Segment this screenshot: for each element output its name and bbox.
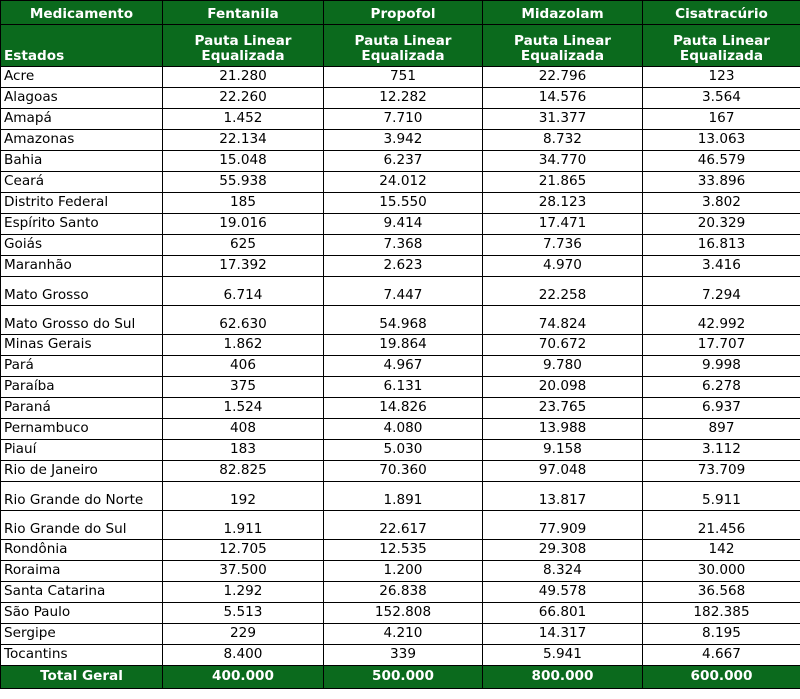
- state-name: Espírito Santo: [1, 214, 163, 235]
- value-cell: 54.968: [324, 306, 483, 335]
- drug-header: Midazolam: [483, 1, 643, 25]
- value-cell: 3.564: [643, 88, 800, 109]
- subheader-line: Pauta Linear: [194, 32, 292, 49]
- value-cell: 185: [163, 193, 324, 214]
- table-row: [1, 624, 800, 645]
- value-cell: 37.500: [163, 561, 324, 582]
- value-cell: 3.416: [643, 256, 800, 277]
- value-cell: 21.456: [643, 511, 800, 540]
- table-body: [1, 67, 800, 666]
- value-cell: 5.030: [324, 440, 483, 461]
- value-cell: 1.891: [324, 482, 483, 511]
- value-cell: 26.838: [324, 582, 483, 603]
- subheader-line: Equalizada: [361, 48, 445, 65]
- table-row: [1, 419, 800, 440]
- value-cell: 42.992: [643, 306, 800, 335]
- table-row: [1, 306, 800, 335]
- value-cell: 12.282: [324, 88, 483, 109]
- value-cell: 15.048: [163, 151, 324, 172]
- value-cell: 14.317: [483, 624, 643, 645]
- state-name: Rio Grande do Norte: [1, 482, 163, 511]
- value-cell: 7.710: [324, 109, 483, 130]
- value-cell: 19.864: [324, 335, 483, 356]
- total-value: 500.000: [324, 666, 483, 689]
- state-name: Bahia: [1, 151, 163, 172]
- value-cell: 20.098: [483, 377, 643, 398]
- value-cell: 3.942: [324, 130, 483, 151]
- value-cell: 4.967: [324, 356, 483, 377]
- state-name: Amazonas: [1, 130, 163, 151]
- subheader-line: Pauta Linear: [354, 32, 452, 49]
- value-cell: 7.736: [483, 235, 643, 256]
- total-value: 400.000: [163, 666, 324, 689]
- state-name: Goiás: [1, 235, 163, 256]
- table-row: [1, 88, 800, 109]
- subheader-cell: [643, 25, 800, 67]
- value-cell: 15.550: [324, 193, 483, 214]
- state-name: Rio Grande do Sul: [1, 511, 163, 540]
- value-cell: 5.911: [643, 482, 800, 511]
- table-row: [1, 377, 800, 398]
- subheader-cell: [324, 25, 483, 67]
- value-cell: 406: [163, 356, 324, 377]
- value-cell: 4.210: [324, 624, 483, 645]
- value-cell: 70.360: [324, 461, 483, 482]
- state-name: Santa Catarina: [1, 582, 163, 603]
- value-cell: 123: [643, 67, 800, 88]
- table-row: [1, 582, 800, 603]
- value-cell: 28.123: [483, 193, 643, 214]
- value-cell: 3.112: [643, 440, 800, 461]
- drug-header: Cisatracúrio: [643, 1, 800, 25]
- value-cell: 34.770: [483, 151, 643, 172]
- total-row: [1, 666, 800, 689]
- value-cell: 6.278: [643, 377, 800, 398]
- table-row: [1, 645, 800, 666]
- value-cell: 21.280: [163, 67, 324, 88]
- value-cell: 14.826: [324, 398, 483, 419]
- value-cell: 8.195: [643, 624, 800, 645]
- value-cell: 339: [324, 645, 483, 666]
- value-cell: 46.579: [643, 151, 800, 172]
- value-cell: 167: [643, 109, 800, 130]
- value-cell: 62.630: [163, 306, 324, 335]
- state-name: Mato Grosso: [1, 277, 163, 306]
- table-row: [1, 172, 800, 193]
- value-cell: 9.998: [643, 356, 800, 377]
- value-cell: 4.080: [324, 419, 483, 440]
- state-name: Alagoas: [1, 88, 163, 109]
- state-name: Pernambuco: [1, 419, 163, 440]
- state-name: Piauí: [1, 440, 163, 461]
- value-cell: 82.825: [163, 461, 324, 482]
- table-row: [1, 482, 800, 511]
- value-cell: 73.709: [643, 461, 800, 482]
- state-name: Sergipe: [1, 624, 163, 645]
- value-cell: 9.780: [483, 356, 643, 377]
- value-cell: 22.134: [163, 130, 324, 151]
- value-cell: 375: [163, 377, 324, 398]
- table-row: [1, 235, 800, 256]
- value-cell: 9.414: [324, 214, 483, 235]
- state-name: Acre: [1, 67, 163, 88]
- value-cell: 8.732: [483, 130, 643, 151]
- value-cell: 29.308: [483, 540, 643, 561]
- value-cell: 12.705: [163, 540, 324, 561]
- value-cell: 7.294: [643, 277, 800, 306]
- value-cell: 1.862: [163, 335, 324, 356]
- value-cell: 4.970: [483, 256, 643, 277]
- value-cell: 2.623: [324, 256, 483, 277]
- value-cell: 1.524: [163, 398, 324, 419]
- value-cell: 23.765: [483, 398, 643, 419]
- value-cell: 4.667: [643, 645, 800, 666]
- state-name: Amapá: [1, 109, 163, 130]
- value-cell: 6.237: [324, 151, 483, 172]
- table-row: [1, 398, 800, 419]
- table-row: [1, 561, 800, 582]
- table-row: [1, 277, 800, 306]
- value-cell: 152.808: [324, 603, 483, 624]
- value-cell: 408: [163, 419, 324, 440]
- table-row: [1, 151, 800, 172]
- value-cell: 8.324: [483, 561, 643, 582]
- state-name: Paraíba: [1, 377, 163, 398]
- table-row: [1, 511, 800, 540]
- state-name: Rio de Janeiro: [1, 461, 163, 482]
- value-cell: 3.802: [643, 193, 800, 214]
- table-row: [1, 130, 800, 151]
- value-cell: 183: [163, 440, 324, 461]
- state-name: Distrito Federal: [1, 193, 163, 214]
- state-name: Tocantins: [1, 645, 163, 666]
- drug-header: Propofol: [324, 1, 483, 25]
- table-row: [1, 109, 800, 130]
- value-cell: 6.714: [163, 277, 324, 306]
- table-row: [1, 193, 800, 214]
- value-cell: 17.392: [163, 256, 324, 277]
- value-cell: 7.368: [324, 235, 483, 256]
- subheader-line: Pauta Linear: [514, 32, 611, 49]
- table-row: [1, 540, 800, 561]
- table-row: [1, 335, 800, 356]
- value-cell: 17.707: [643, 335, 800, 356]
- value-cell: 36.568: [643, 582, 800, 603]
- value-cell: 22.258: [483, 277, 643, 306]
- value-cell: 1.200: [324, 561, 483, 582]
- value-cell: 1.452: [163, 109, 324, 130]
- value-cell: 13.988: [483, 419, 643, 440]
- row-header-label: Estados: [1, 25, 163, 67]
- value-cell: 192: [163, 482, 324, 511]
- value-cell: 21.865: [483, 172, 643, 193]
- state-name: Roraima: [1, 561, 163, 582]
- total-label: Total Geral: [1, 666, 163, 689]
- total-value: 600.000: [643, 666, 800, 689]
- header-row-drugs: [1, 1, 800, 25]
- value-cell: 897: [643, 419, 800, 440]
- corner-label: Medicamento: [1, 1, 163, 25]
- state-name: Maranhão: [1, 256, 163, 277]
- value-cell: 6.937: [643, 398, 800, 419]
- drug-header: Fentanila: [163, 1, 324, 25]
- value-cell: 5.941: [483, 645, 643, 666]
- table-row: [1, 356, 800, 377]
- subheader-line: Pauta Linear: [673, 32, 770, 49]
- value-cell: 13.063: [643, 130, 800, 151]
- value-cell: 20.329: [643, 214, 800, 235]
- total-value: 800.000: [483, 666, 643, 689]
- state-name: Minas Gerais: [1, 335, 163, 356]
- value-cell: 97.048: [483, 461, 643, 482]
- header-row-subheaders: [1, 25, 800, 67]
- value-cell: 12.535: [324, 540, 483, 561]
- subheader-line: Equalizada: [679, 48, 764, 65]
- table-row: [1, 256, 800, 277]
- table-row: [1, 214, 800, 235]
- value-cell: 16.813: [643, 235, 800, 256]
- value-cell: 182.385: [643, 603, 800, 624]
- state-name: Rondônia: [1, 540, 163, 561]
- value-cell: 5.513: [163, 603, 324, 624]
- table-row: [1, 440, 800, 461]
- state-name: São Paulo: [1, 603, 163, 624]
- value-cell: 49.578: [483, 582, 643, 603]
- value-cell: 17.471: [483, 214, 643, 235]
- value-cell: 55.938: [163, 172, 324, 193]
- value-cell: 229: [163, 624, 324, 645]
- subheader-line: Equalizada: [201, 48, 285, 65]
- value-cell: 8.400: [163, 645, 324, 666]
- value-cell: 19.016: [163, 214, 324, 235]
- value-cell: 625: [163, 235, 324, 256]
- value-cell: 66.801: [483, 603, 643, 624]
- value-cell: 77.909: [483, 511, 643, 540]
- value-cell: 24.012: [324, 172, 483, 193]
- value-cell: 74.824: [483, 306, 643, 335]
- value-cell: 70.672: [483, 335, 643, 356]
- value-cell: 9.158: [483, 440, 643, 461]
- value-cell: 1.911: [163, 511, 324, 540]
- value-cell: 33.896: [643, 172, 800, 193]
- state-name: Pará: [1, 356, 163, 377]
- table-row: [1, 461, 800, 482]
- value-cell: 1.292: [163, 582, 324, 603]
- value-cell: 31.377: [483, 109, 643, 130]
- value-cell: 22.796: [483, 67, 643, 88]
- subheader-line: Equalizada: [520, 48, 605, 65]
- value-cell: 30.000: [643, 561, 800, 582]
- subheader-cell: [163, 25, 324, 67]
- state-name: Paraná: [1, 398, 163, 419]
- value-cell: 22.617: [324, 511, 483, 540]
- value-cell: 13.817: [483, 482, 643, 511]
- table-row: [1, 67, 800, 88]
- value-cell: 6.131: [324, 377, 483, 398]
- value-cell: 7.447: [324, 277, 483, 306]
- table-row: [1, 603, 800, 624]
- value-cell: 751: [324, 67, 483, 88]
- value-cell: 142: [643, 540, 800, 561]
- subheader-cell: [483, 25, 643, 67]
- value-cell: 14.576: [483, 88, 643, 109]
- state-name: Ceará: [1, 172, 163, 193]
- state-name: Mato Grosso do Sul: [1, 306, 163, 335]
- value-cell: 22.260: [163, 88, 324, 109]
